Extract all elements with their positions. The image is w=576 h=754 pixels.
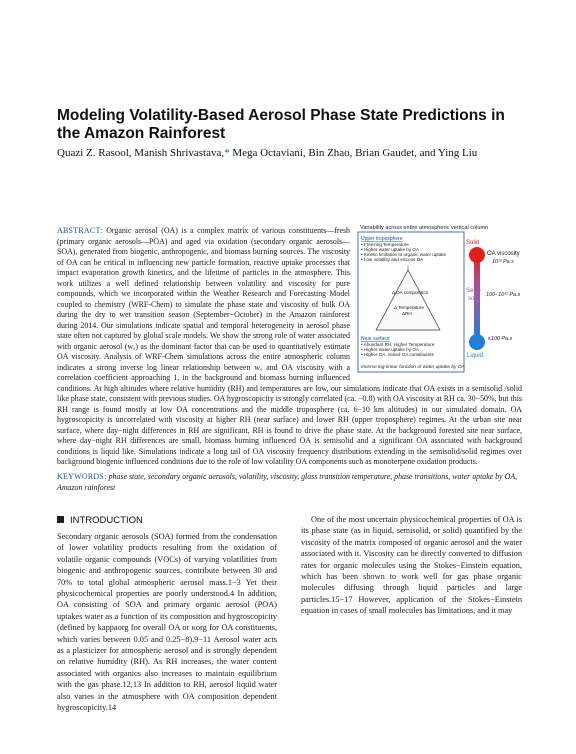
- near-item-3: • Higher OA, varied OA constituents: [361, 352, 434, 357]
- square-icon: [57, 516, 64, 523]
- near-item-2: • Higher water uptake by OA: [361, 347, 420, 352]
- upper-item-2: • Higher water uptake by OA: [361, 247, 420, 252]
- liquid-circle: [469, 334, 485, 350]
- toc-header: Variability across entire atmospheric vertical column: [360, 225, 489, 231]
- toc-footer: Inverse log-linear function of water uptake by OA: [361, 365, 465, 370]
- upper-item-3: • Kinetic limitation to organic water uptake: [361, 252, 447, 257]
- intro-column-2: One of the most uncertain physicochemical properties of OA is its phase state (as in liquid, semisolid, or solid) quantified by the viscosity of the matrix composed of organic aerosol and the water associated with it. Viscosity can be directly converted to diffusion rates for organic molecules using the Stokes−Einstein equation, which has been shown to work well for gas phase organic molecules diffusing through liquid particles and large particles.15−17 However, application of the Stokes−Einstein equation in cases of small molecules has limitations, and it may: [301, 515, 522, 616]
- toc-graphic: [356, 222, 522, 376]
- solid-circle: [469, 247, 485, 263]
- semi-label-2: solid: [468, 296, 481, 302]
- corresponding-author-mark[interactable]: *: [224, 147, 230, 159]
- intro-column-1: Secondary organic aerosols (SOA) formed from the condensation of lower volatility products resulting from the oxidation of volatile organic compounds (VOCs) of varying volatilities from biogenic and anthropogenic sources, contribute between 30 and 70% to total global atmospheric aerosol mass.1−3 Yet their physicochemical properties are poorly understood.4 In addition, OA consisting of SOA and primary organic aerosol (POA) uptakes water as a function of its composition and hygroscopicity (defined by kappaorg for overall OA or κorg for OA constituents, which varies between 0.05 and 0.25−8).9−11 Aerosol water acts as a plasticizer for atmospheric aerosol and is strongly dependent on relative humidity (RH). As RH increases, the water content associated with organics also increases to maintain equilibrium with the gas phase.12,13 In addition to RH, aerosol liquid water also varies in the atmosphere with OA composition dependent hygroscopicity.14: [57, 532, 277, 713]
- abstract: [57, 226, 522, 468]
- viscosity-mid: 100- 10¹² Pa.s: [486, 292, 521, 298]
- rh-label: ΔRH: [402, 311, 412, 316]
- upper-item-1: • Freezing Temperature: [361, 242, 409, 247]
- temperature-label: Δ Temperature: [394, 305, 424, 310]
- near-item-1: • Abundant RH, Higher Temperature: [361, 342, 435, 347]
- abstract-label: ABSTRACT:: [57, 226, 103, 235]
- authors-part1: Quazi Z. Rasool, Manish Shrivastava,: [57, 147, 225, 159]
- upper-title: Upper troposphere: [361, 236, 403, 242]
- oa-composition-label: Δ OA composition: [392, 290, 429, 295]
- viscosity-low: ≤100 Pa.s: [488, 336, 513, 342]
- viscosity-high: 10¹² Pa.s: [492, 259, 514, 265]
- abstract-text: Organic aerosol (OA) is a complex matrix of various constituents—fresh (primary organic aerosols—POA) and aged via oxidation (secondary organic aerosols—SOA), generated from biogenic, anthropogenic, and biomass burning sources. The viscosity of OA can be critical in influencing new particle formation, reactive uptake processes that impact evaporation growth kinetics, and the lifetime of particles in the atmosphere. This work utilizes a well defined relationship between volatility and viscosity for pure compounds, which we incorporated within the Weather Research and Forecasting Model coupled to chemistry (WRF-Chem) to simulate the phase state and viscosity of bulk OA during the dry to wet transition season (September−October) in the Amazon rainforest during 2014. Our simulations indicate spatial and temporal heterogeneity in aerosol phase state often not captured by global scale models. We show the strong role of water associated with organic aerosol (wₒ) as the dominant factor that can be used to quantitatively estimate OA viscosity. Analysis of WRF-Chem simulations across the entire atmospheric column indicates a strong inverse log linear relationship between wₒ and OA viscosity with a correlation coefficient approaching 1, in the background and biomass burning influenced conditions. At high altitudes where relative humidity (RH) and temperatures are low, our simulations indicate that OA exists in a semisolid /solid like phase state, consistent with previous studies. OA hygroscopicity is strongly correlated (ca. −0.8) with OA viscosity at RH ca. 30−50%, but this RH range is found mostly at low OA concentrations and the middle troposphere (ca. 6−10 km altitudes) in our simulated domain. OA hygroscopicity is uncorrelated with viscosity at higher RH (near surface) and lower RH (upper troposphere) regimes. At the urban site near surface, where day−night differences in RH are significant, RH is found to drive the phase state. At the background forested site near surface, where day−night RH differences are small, biomass burning influenced OA is semisolid and a significant OA associated with background conditions is liquid like. Simulations indicate a long tail of OA viscosity frequency distributions extending in the semisolid/solid regimes over background biogenic influenced conditions due to the role of low volatility OA components such as monoterpene oxidation products.: [57, 226, 522, 466]
- keywords: [57, 472, 522, 493]
- section-heading-introduction: [57, 515, 143, 526]
- keywords-label: KEYWORDS:: [57, 472, 107, 481]
- keywords-text: phase state, secondary organic aerosols, volatility, viscosity, glass transition temperature, phase transitions, water uptake by OA, Amazon rainforest: [57, 472, 518, 492]
- liquid-label: Liquid: [467, 353, 484, 359]
- authors-part2: Mega Octaviani, Bin Zhao, Brian Gaudet, and Ying Liu: [229, 147, 478, 159]
- semi-label: Semi-: [466, 288, 482, 294]
- triangle-shape: [376, 270, 440, 330]
- upper-item-4: • Low volatility and viscous OA: [361, 257, 424, 262]
- paper-title: Modeling Volatility-Based Aerosol Phase State Predictions in the Amazon Rainforest: [57, 107, 505, 142]
- viscosity-label: OA viscosity: [487, 251, 520, 257]
- section-title: INTRODUCTION: [70, 515, 143, 526]
- near-title: Near surface: [361, 336, 390, 342]
- author-list: [57, 147, 527, 159]
- solid-label: Solid: [466, 240, 480, 246]
